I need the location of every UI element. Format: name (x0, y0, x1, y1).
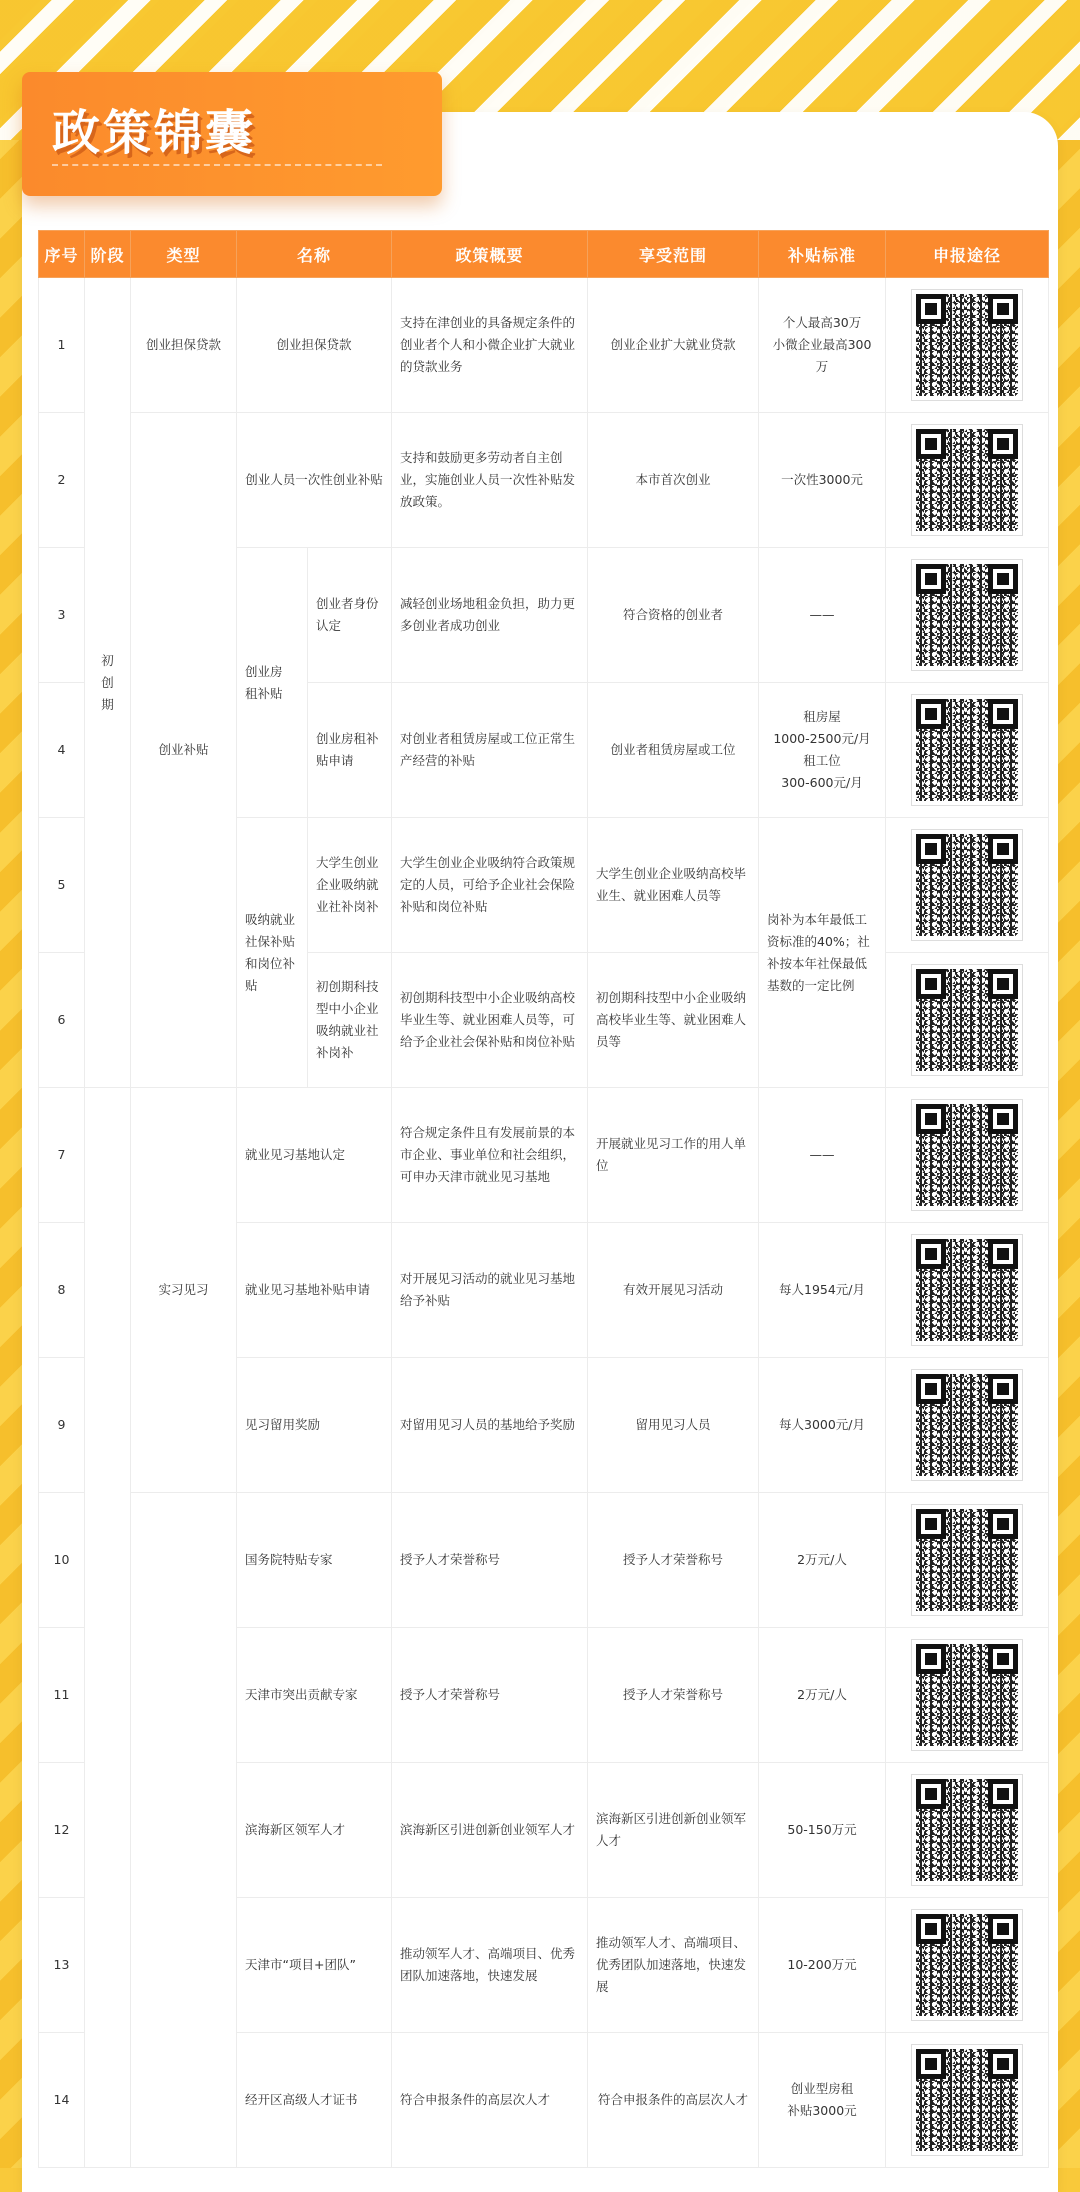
apply-cell[interactable] (886, 2033, 1049, 2168)
stage-cell: 初 创 期 (85, 278, 131, 1088)
apply-cell[interactable] (886, 1898, 1049, 2033)
header-type: 类型 (131, 231, 237, 278)
name-cell: 天津市突出贡献专家 (237, 1628, 392, 1763)
row-no: 13 (39, 1898, 85, 2033)
scope-cell: 大学生创业企业吸纳高校毕业生、就业困难人员等 (588, 818, 759, 953)
scope-cell: 留用见习人员 (588, 1358, 759, 1493)
row-no: 1 (39, 278, 85, 413)
qr-code-icon[interactable] (912, 1100, 1022, 1210)
summary-cell: 支持在津创业的具备规定条件的创业者个人和小微企业扩大就业的贷款业务 (392, 278, 588, 413)
standard-cell: —— (759, 1088, 886, 1223)
apply-cell[interactable] (886, 1628, 1049, 1763)
standard-cell: 岗补为本年最低工资标准的40%；社补按本年社保最低基数的一定比例 (759, 818, 886, 1088)
qr-code-icon[interactable] (912, 425, 1022, 535)
row-no: 5 (39, 818, 85, 953)
name-cell: 创业担保贷款 (237, 278, 392, 413)
name-cell: 见习留用奖励 (237, 1358, 392, 1493)
table-header-row (39, 231, 1049, 278)
scope-cell: 创业者租赁房屋或工位 (588, 683, 759, 818)
summary-cell: 推动领军人才、高端项目、优秀团队加速落地，快速发展 (392, 1898, 588, 2033)
qr-code-icon[interactable] (912, 2045, 1022, 2155)
subtype-cell: 创业房 租补贴 (237, 548, 308, 818)
header-stage: 阶段 (85, 231, 131, 278)
apply-cell[interactable] (886, 683, 1049, 818)
header-summary: 政策概要 (392, 231, 588, 278)
standard-cell: 个人最高30万 小微企业最高300万 (759, 278, 886, 413)
scope-cell: 授予人才荣誉称号 (588, 1493, 759, 1628)
name-cell: 天津市“项目+团队” (237, 1898, 392, 2033)
row-no: 9 (39, 1358, 85, 1493)
page-title: 政策锦囊 (52, 105, 257, 161)
scope-cell: 推动领军人才、高端项目、优秀团队加速落地，快速发展 (588, 1898, 759, 2033)
row-no: 6 (39, 953, 85, 1088)
name-cell: 创业者身份认定 (308, 548, 392, 683)
standard-cell: 每人3000元/月 (759, 1358, 886, 1493)
name-cell: 大学生创业企业吸纳就业社补岗补 (308, 818, 392, 953)
scope-cell: 符合申报条件的高层次人才 (588, 2033, 759, 2168)
row-no: 14 (39, 2033, 85, 2168)
standard-cell: 50-150万元 (759, 1763, 886, 1898)
type-cell: 创业补贴 (131, 413, 237, 1088)
name-cell: 就业见习基地补贴申请 (237, 1223, 392, 1358)
header-apply: 申报途径 (886, 231, 1049, 278)
standard-cell: 2万元/人 (759, 1493, 886, 1628)
summary-cell: 大学生创业企业吸纳符合政策规定的人员，可给予企业社会保险补贴和岗位补贴 (392, 818, 588, 953)
name-cell: 国务院特贴专家 (237, 1493, 392, 1628)
stage-cell-empty (85, 1088, 131, 2168)
scope-cell: 创业企业扩大就业贷款 (588, 278, 759, 413)
scope-cell: 开展就业见习工作的用人单位 (588, 1088, 759, 1223)
summary-cell: 对留用见习人员的基地给予奖励 (392, 1358, 588, 1493)
apply-cell[interactable] (886, 818, 1049, 953)
header-no: 序号 (39, 231, 85, 278)
qr-code-icon[interactable] (912, 1235, 1022, 1345)
apply-cell[interactable] (886, 413, 1049, 548)
name-cell: 滨海新区领军人才 (237, 1763, 392, 1898)
row-no: 8 (39, 1223, 85, 1358)
scope-cell: 有效开展见习活动 (588, 1223, 759, 1358)
title-banner (22, 72, 442, 196)
qr-code-icon[interactable] (912, 1775, 1022, 1885)
apply-cell[interactable] (886, 953, 1049, 1088)
summary-cell: 授予人才荣誉称号 (392, 1493, 588, 1628)
qr-code-icon[interactable] (912, 1370, 1022, 1480)
summary-cell: 滨海新区引进创新创业领军人才 (392, 1763, 588, 1898)
scope-cell: 滨海新区引进创新创业领军人才 (588, 1763, 759, 1898)
type-cell: 实习见习 (131, 1088, 237, 1493)
standard-cell: 每人1954元/月 (759, 1223, 886, 1358)
name-cell: 初创期科技型中小企业吸纳就业社补岗补 (308, 953, 392, 1088)
header-scope: 享受范围 (588, 231, 759, 278)
scope-cell: 符合资格的创业者 (588, 548, 759, 683)
row-no: 4 (39, 683, 85, 818)
summary-cell: 对创业者租赁房屋或工位正常生产经营的补贴 (392, 683, 588, 818)
summary-cell: 对开展见习活动的就业见习基地给予补贴 (392, 1223, 588, 1358)
apply-cell[interactable] (886, 1493, 1049, 1628)
table-row (39, 1088, 1049, 1223)
row-no: 3 (39, 548, 85, 683)
scope-cell: 初创期科技型中小企业吸纳高校毕业生等、就业困难人员等 (588, 953, 759, 1088)
qr-code-icon[interactable] (912, 695, 1022, 805)
scope-cell: 本市首次创业 (588, 413, 759, 548)
standard-cell: 租房屋 1000-2500元/月 租工位 300-600元/月 (759, 683, 886, 818)
row-no: 7 (39, 1088, 85, 1223)
summary-cell: 初创期科技型中小企业吸纳高校毕业生等、就业困难人员等，可给予企业社会保补贴和岗位补贴 (392, 953, 588, 1088)
name-cell: 创业房租补贴申请 (308, 683, 392, 818)
header-name: 名称 (237, 231, 392, 278)
scope-cell: 授予人才荣誉称号 (588, 1628, 759, 1763)
apply-cell[interactable] (886, 278, 1049, 413)
summary-cell: 符合申报条件的高层次人才 (392, 2033, 588, 2168)
summary-cell: 减轻创业场地租金负担，助力更多创业者成功创业 (392, 548, 588, 683)
type-cell-empty (131, 1493, 237, 2168)
standard-cell: 2万元/人 (759, 1628, 886, 1763)
standard-cell: 10-200万元 (759, 1898, 886, 2033)
table-row (39, 413, 1049, 548)
apply-cell[interactable] (886, 1763, 1049, 1898)
apply-cell[interactable] (886, 1223, 1049, 1358)
standard-cell: 一次性3000元 (759, 413, 886, 548)
standard-cell: 创业型房租 补贴3000元 (759, 2033, 886, 2168)
qr-code-icon[interactable] (912, 1505, 1022, 1615)
subtype-cell: 吸纳就业 社保补贴 和岗位补 贴 (237, 818, 308, 1088)
qr-code-icon[interactable] (912, 290, 1022, 400)
table-row (39, 1493, 1049, 1628)
name-cell: 创业人员一次性创业补贴 (237, 413, 392, 548)
qr-code-icon[interactable] (912, 560, 1022, 670)
qr-code-icon[interactable] (912, 1640, 1022, 1750)
row-no: 12 (39, 1763, 85, 1898)
summary-cell: 支持和鼓励更多劳动者自主创业，实施创业人员一次性补贴发放政策。 (392, 413, 588, 548)
type-cell: 创业担保贷款 (131, 278, 237, 413)
qr-code-icon[interactable] (912, 965, 1022, 1075)
name-cell: 经开区高级人才证书 (237, 2033, 392, 2168)
summary-cell: 符合规定条件且有发展前景的本市企业、事业单位和社会组织，可申办天津市就业见习基地 (392, 1088, 588, 1223)
table-row (39, 278, 1049, 413)
header-standard: 补贴标准 (759, 231, 886, 278)
row-no: 11 (39, 1628, 85, 1763)
policy-table (38, 230, 1049, 2168)
qr-code-icon[interactable] (912, 1910, 1022, 2020)
apply-cell[interactable] (886, 1088, 1049, 1223)
row-no: 2 (39, 413, 85, 548)
row-no: 10 (39, 1493, 85, 1628)
summary-cell: 授予人才荣誉称号 (392, 1628, 588, 1763)
apply-cell[interactable] (886, 548, 1049, 683)
apply-cell[interactable] (886, 1358, 1049, 1493)
banner-divider (52, 164, 382, 166)
standard-cell: —— (759, 548, 886, 683)
name-cell: 就业见习基地认定 (237, 1088, 392, 1223)
qr-code-icon[interactable] (912, 830, 1022, 940)
